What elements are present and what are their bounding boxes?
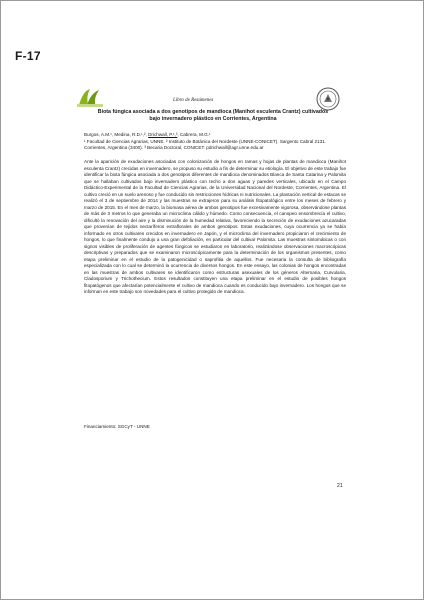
presenting-author: Drichwall, P.¹,³: [148, 132, 178, 137]
author-list: [84, 132, 346, 138]
abstract-code: F-17: [15, 49, 41, 63]
funding-note: Financiamiento: SGCyT - UNNE: [84, 424, 150, 429]
book-title: Libro de Resúmenes: [173, 98, 214, 103]
page-number: 21: [337, 483, 343, 489]
conference-logo-icon: [77, 87, 103, 107]
authors-tail: , Cabrera, M.G.¹: [177, 132, 211, 137]
authors-lead: Burgos, A.M.¹, Medina, R.D.¹,²,: [84, 132, 147, 137]
affiliations: ¹ Facultad de Ciencias Agrarias, UNNE. ² Instituto de Botánica del Nordeste (UNNE-CONICET). Sargento Cabral 2131. Corrientes, Argentina (3400). ³ Becaria Doctoral, CONICET. pdrichwall@agr.unne.edu.ar: [84, 139, 327, 151]
university-seal-icon: [316, 87, 340, 111]
article-title: Biota fúngica asociada a dos genotipos de mandioca (Manihot esculenta Crantz) cultivados bajo invernadero plástico en Corrientes, Argentina: [97, 109, 329, 122]
abstract-body: Ante la aparición de exudaciones asociadas con colonización de hongos en ramas y hojas de plantas de mandioca (Manihot esculenta Crantz) crecidas en invernadero, se propuso su estudio a fin de determinar su etiología. El objetivo de este trabajo fue identificar la biota fúngica asociada a dos genotipos diferentes de mandioca denominados Blanca de Santa Catarina y Palomita que se hallaban cultivados bajo invernadero plástico con techo a dos aguas y paredes verticales, ubicado en el Campo Didáctico-Experimental de la Facultad de Ciencias Agrarias, de la Universidad Nacional del Nordeste, Corrientes, Argentina. El cultivo creció en un suelo arenoso y fue conducido sin restricciones hídricas ni nutricionales. La plantación vertical de estacas se realizó el 3 de septiembre de 2014 y las muestras se extrajeron para su análisis fitopatológico entre los meses de febrero y marzo de 2015. En el mes de marzo, la biomasa aérea de ambos genotipos fue excesivamente vigorosa, observándose plantas de más de 3 metros lo que generaba un microclima cálido y húmedo. Como consecuencia, el canopeo ensombrecía el cultivo, dificultó la renovación del aire y la disminución de la humedad relativa, favoreciendo la secreción de exudaciones azucaradas que provenían de tejidos nectaríferos extraflorales de ambos genotipos. Estas exudaciones, cuya ocurrencia ya se había informado en otros cultivares crecidos en invernadero en Japón, y el microclima del invernadero propiciaron el crecimiento de hongos, lo que finalmente condujo a una gran defoliación, en particular del cultivar Palomita. Las muestras sintomáticas o con signos visibles de proliferación de agentes fúngicos se estudiaron en laboratorio, realizándose observaciones macroscópicas descriptivas y preparados que se examinaron microscópicamente para la determinación de los organismos presentes, como etapa preliminar en el estudio de la patogenicidad o saprofitia de aquellos. Fue necesaria la consulta de bibliografía especializada con lo cual se determinó la ocurrencia de diversos hongos. En este ensayo, las colonias de hongos encontradas en las muestras de ambos cultivares se identificaron como estructuras asexuales de los géneros Alternaria, Curvularia, Cladosporium y Trichothecium. Estos resultados constituyen una etapa preliminar en el estudio de posibles hongos fitopatógenos que afectarían potencialmente el cultivo de mandioca cuando es conducido bajo invernadero. Los hongos que se informan en este trabajo son novedades para el cultivo protegido de mandioca.: [84, 159, 346, 294]
